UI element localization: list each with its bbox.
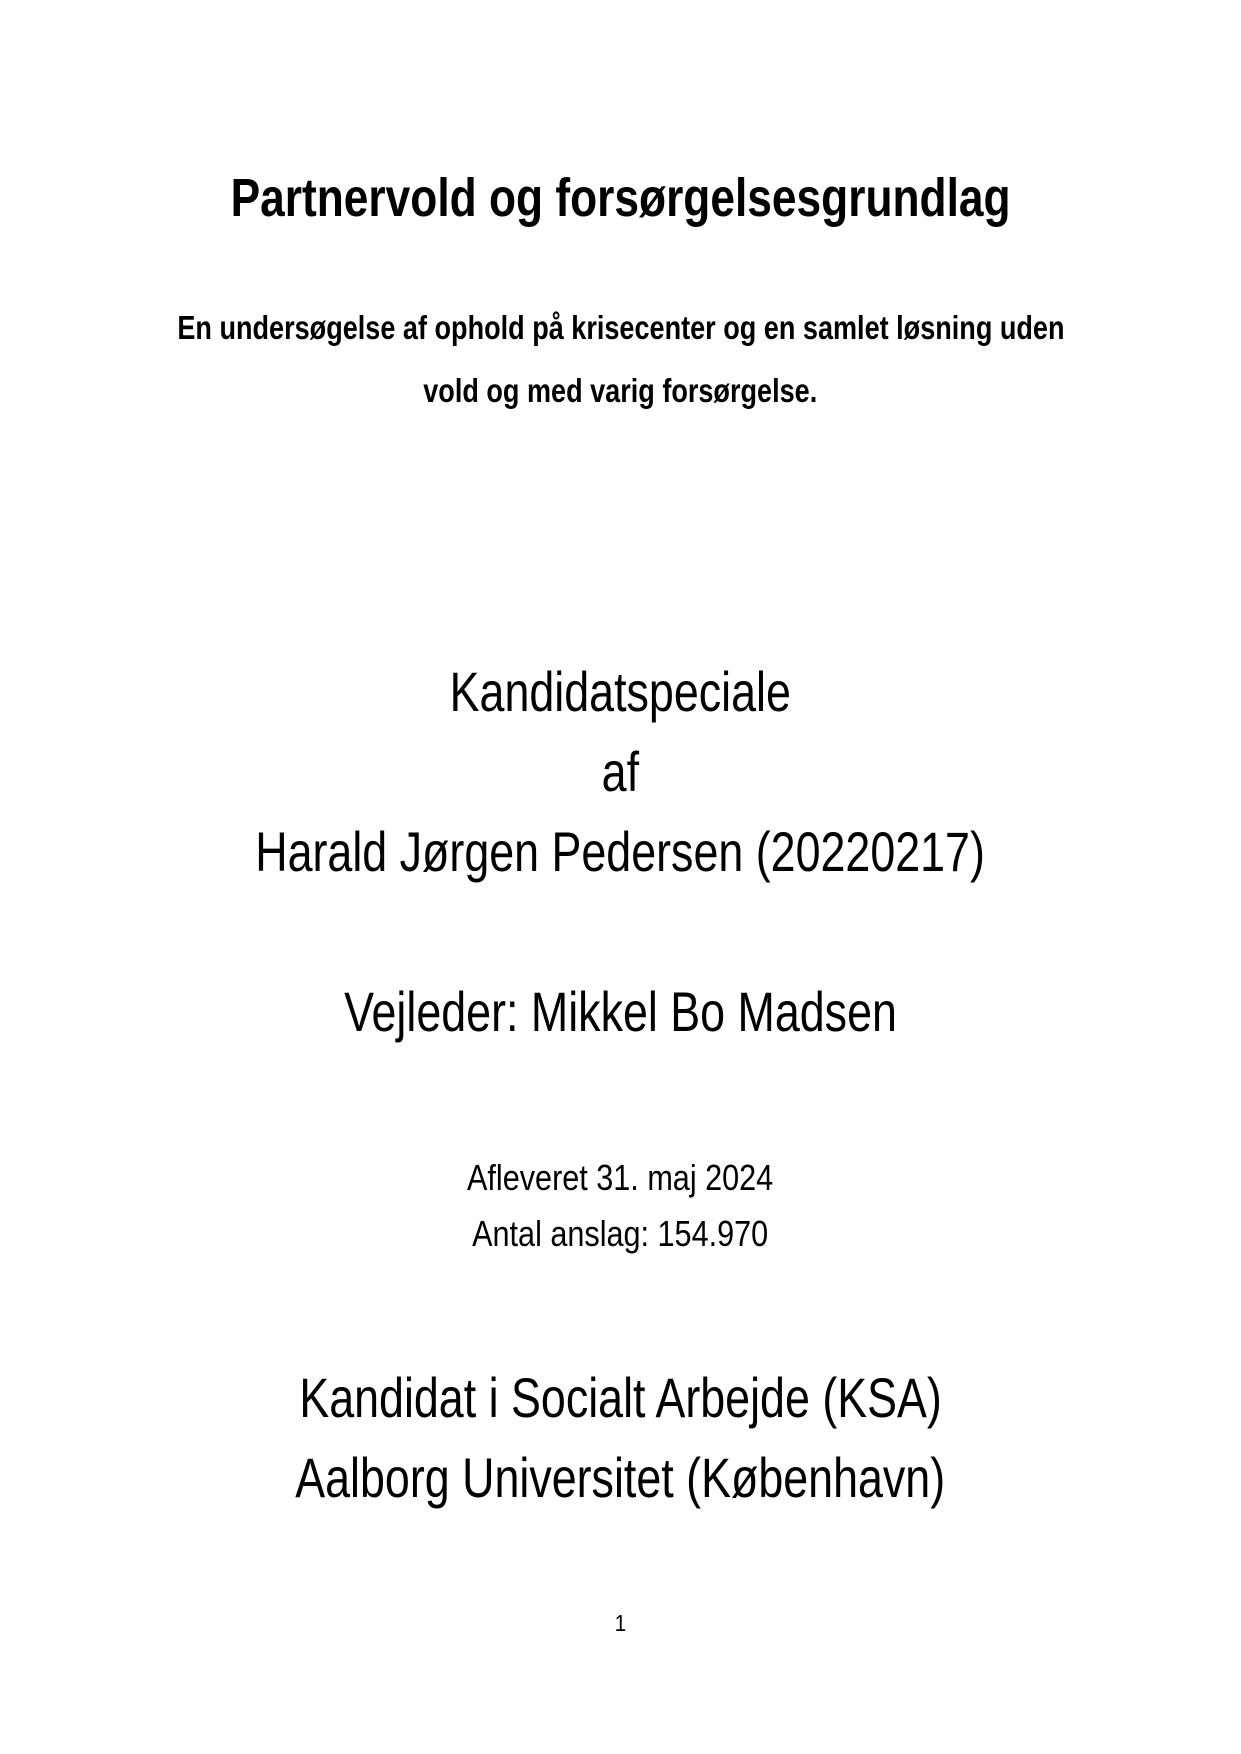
submission-block bbox=[0, 1150, 1241, 1262]
page-title bbox=[0, 160, 1241, 236]
submission-date: Afleveret 31. maj 2024 bbox=[467, 1157, 774, 1198]
author-name: Harald Jørgen Pedersen (20220217) bbox=[255, 820, 986, 883]
supervisor-line bbox=[0, 972, 1241, 1052]
university-name: Aalborg Universitet (København) bbox=[295, 1446, 946, 1509]
page-title-text: Partnervold og forsørgelsesgrundlag bbox=[230, 168, 1011, 228]
supervisor-name: Vejleder: Mikkel Bo Madsen bbox=[344, 980, 897, 1043]
program-name: Kandidat i Socialt Arbejde (KSA) bbox=[299, 1366, 942, 1429]
author-prefix: af bbox=[601, 740, 640, 803]
character-count: Antal anslag: 154.970 bbox=[472, 1213, 769, 1254]
subtitle bbox=[0, 296, 1241, 422]
program-block bbox=[0, 1358, 1241, 1518]
subtitle-line-1: En undersøgelse af ophold på krisecenter og en samlet løsning uden bbox=[176, 309, 1065, 346]
subtitle-line-2: vold og med varig forsørgelse. bbox=[423, 372, 818, 409]
thesis-type: Kandidatspeciale bbox=[449, 660, 792, 723]
page-number: 1 bbox=[614, 1610, 627, 1636]
author-block bbox=[0, 652, 1241, 892]
page-number-footer bbox=[0, 1610, 1241, 1637]
